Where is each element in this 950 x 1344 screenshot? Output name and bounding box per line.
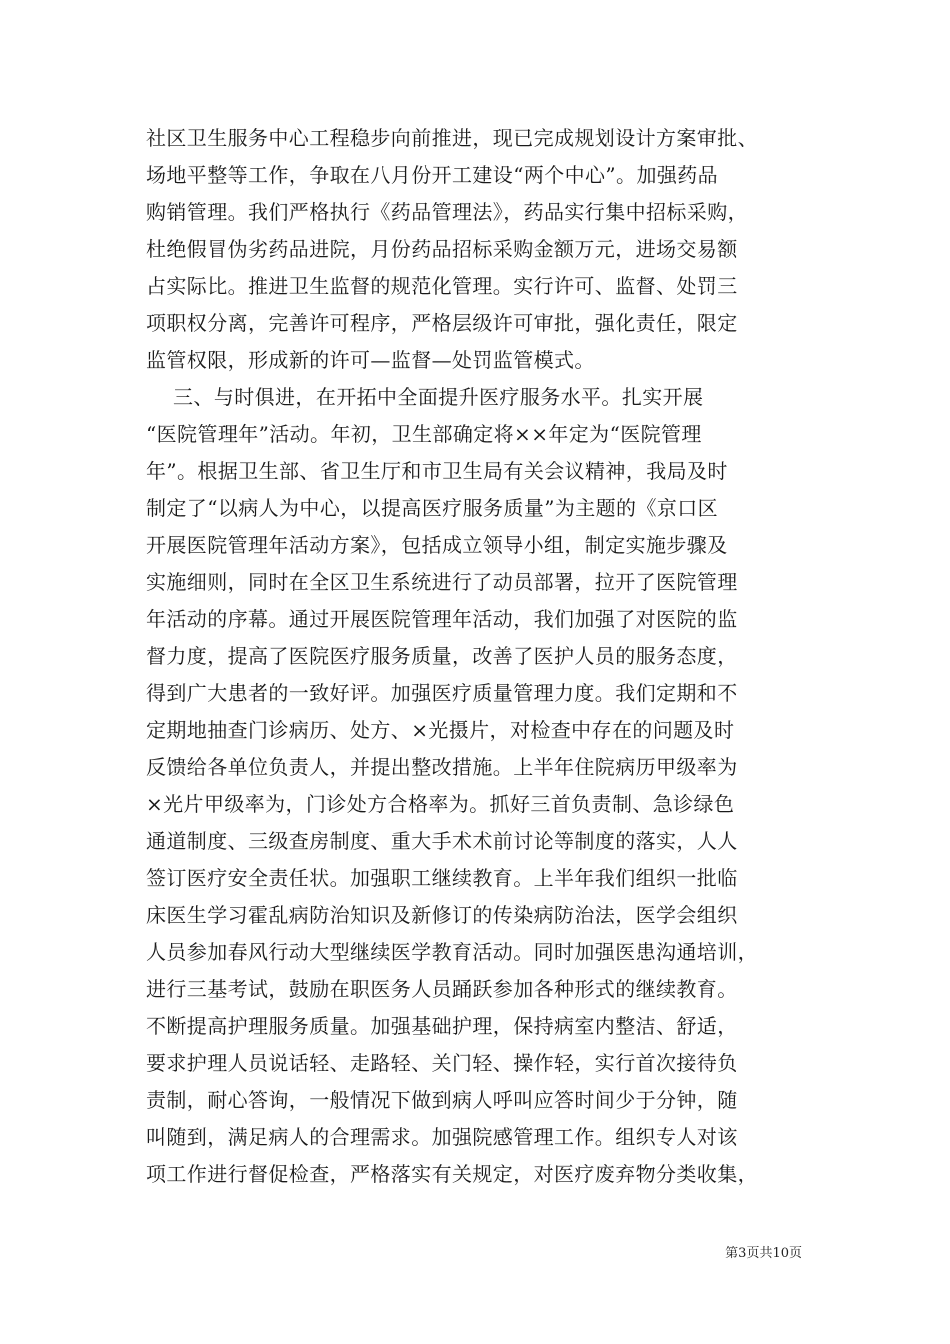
text-line: 年活动的序幕。通过开展医院管理年活动，我们加强了对医院的监 xyxy=(146,607,738,631)
body-text xyxy=(146,120,826,1193)
text-line: 得到广大患者的一致好评。加强医疗质量管理力度。我们定期和不 xyxy=(146,681,738,705)
text-line: 社区卫生服务中心工程稳步向前推进，现已完成规划设计方案审批、 xyxy=(146,126,758,150)
text-line: 反馈给各单位负责人，并提出整改措施。上半年住院病历甲级率为 xyxy=(146,755,738,779)
text-line: 占实际比。推进卫生监督的规范化管理。实行许可、监督、处罚三 xyxy=(146,274,738,298)
text-line: 购销管理。我们严格执行《药品管理法》，药品实行集中招标采购， xyxy=(146,200,748,224)
text-line: ×光片甲级率为，门诊处方合格率为。抓好三首负责制、急诊绿色 xyxy=(146,792,735,816)
page-footer xyxy=(0,1242,950,1261)
text-line: 督力度，提高了医院医疗服务质量，改善了医护人员的服务态度， xyxy=(146,644,738,668)
text-line: 要求护理人员说话轻、走路轻、关门轻、操作轻，实行首次接待负 xyxy=(146,1051,738,1075)
text-line: 项工作进行督促检查，严格落实有关规定，对医疗废弃物分类收集， xyxy=(146,1162,758,1186)
text-line: 监管权限，形成新的许可—监督—处罚监管模式。 xyxy=(146,348,595,372)
text-line: 进行三基考试，鼓励在职医务人员踊跃参加各种形式的继续教育。 xyxy=(146,977,738,1001)
page-number: 第3页共10页 xyxy=(725,1246,802,1261)
text-line: 三、与时俱进，在开拓中全面提升医疗服务水平。扎实开展 xyxy=(146,385,704,409)
text-line: 制定了“以病人为中心，以提高医疗服务质量”为主题的《京口区 xyxy=(146,496,719,520)
text-line: 人员参加春风行动大型继续医学教育活动。同时加强医患沟通培训， xyxy=(146,940,758,964)
text-line: 叫随到，满足病人的合理需求。加强院感管理工作。组织专人对该 xyxy=(146,1125,738,1149)
text-line: “医院管理年”活动。年初，卫生部确定将××年定为“医院管理 xyxy=(146,422,702,446)
text-line: 开展医院管理年活动方案》，包括成立领导小组，制定实施步骤及 xyxy=(146,533,728,557)
text-line: 签订医疗安全责任状。加强职工继续教育。上半年我们组织一批临 xyxy=(146,866,738,890)
text-line: 床医生学习霍乱病防治知识及新修订的传染病防治法，医学会组织 xyxy=(146,903,738,927)
text-line: 定期地抽查门诊病历、处方、×光摄片，对检查中存在的问题及时 xyxy=(146,718,735,742)
text-line: 年”。根据卫生部、省卫生厅和市卫生局有关会议精神，我局及时 xyxy=(146,459,728,483)
text-line: 通道制度、三级查房制度、重大手术术前讨论等制度的落实，人人 xyxy=(146,829,738,853)
text-line: 场地平整等工作，争取在八月份开工建设“两个中心”。加强药品 xyxy=(146,163,719,187)
text-line: 责制，耐心答询，一般情况下做到病人呼叫应答时间少于分钟，随 xyxy=(146,1088,738,1112)
text-line: 不断提高护理服务质量。加强基础护理，保持病室内整洁、舒适， xyxy=(146,1014,738,1038)
text-line: 实施细则，同时在全区卫生系统进行了动员部署，拉开了医院管理 xyxy=(146,570,738,594)
text-line: 杜绝假冒伪劣药品进院，月份药品招标采购金额万元，进场交易额 xyxy=(146,237,738,261)
text-line: 项职权分离，完善许可程序，严格层级许可审批，强化责任，限定 xyxy=(146,311,738,335)
